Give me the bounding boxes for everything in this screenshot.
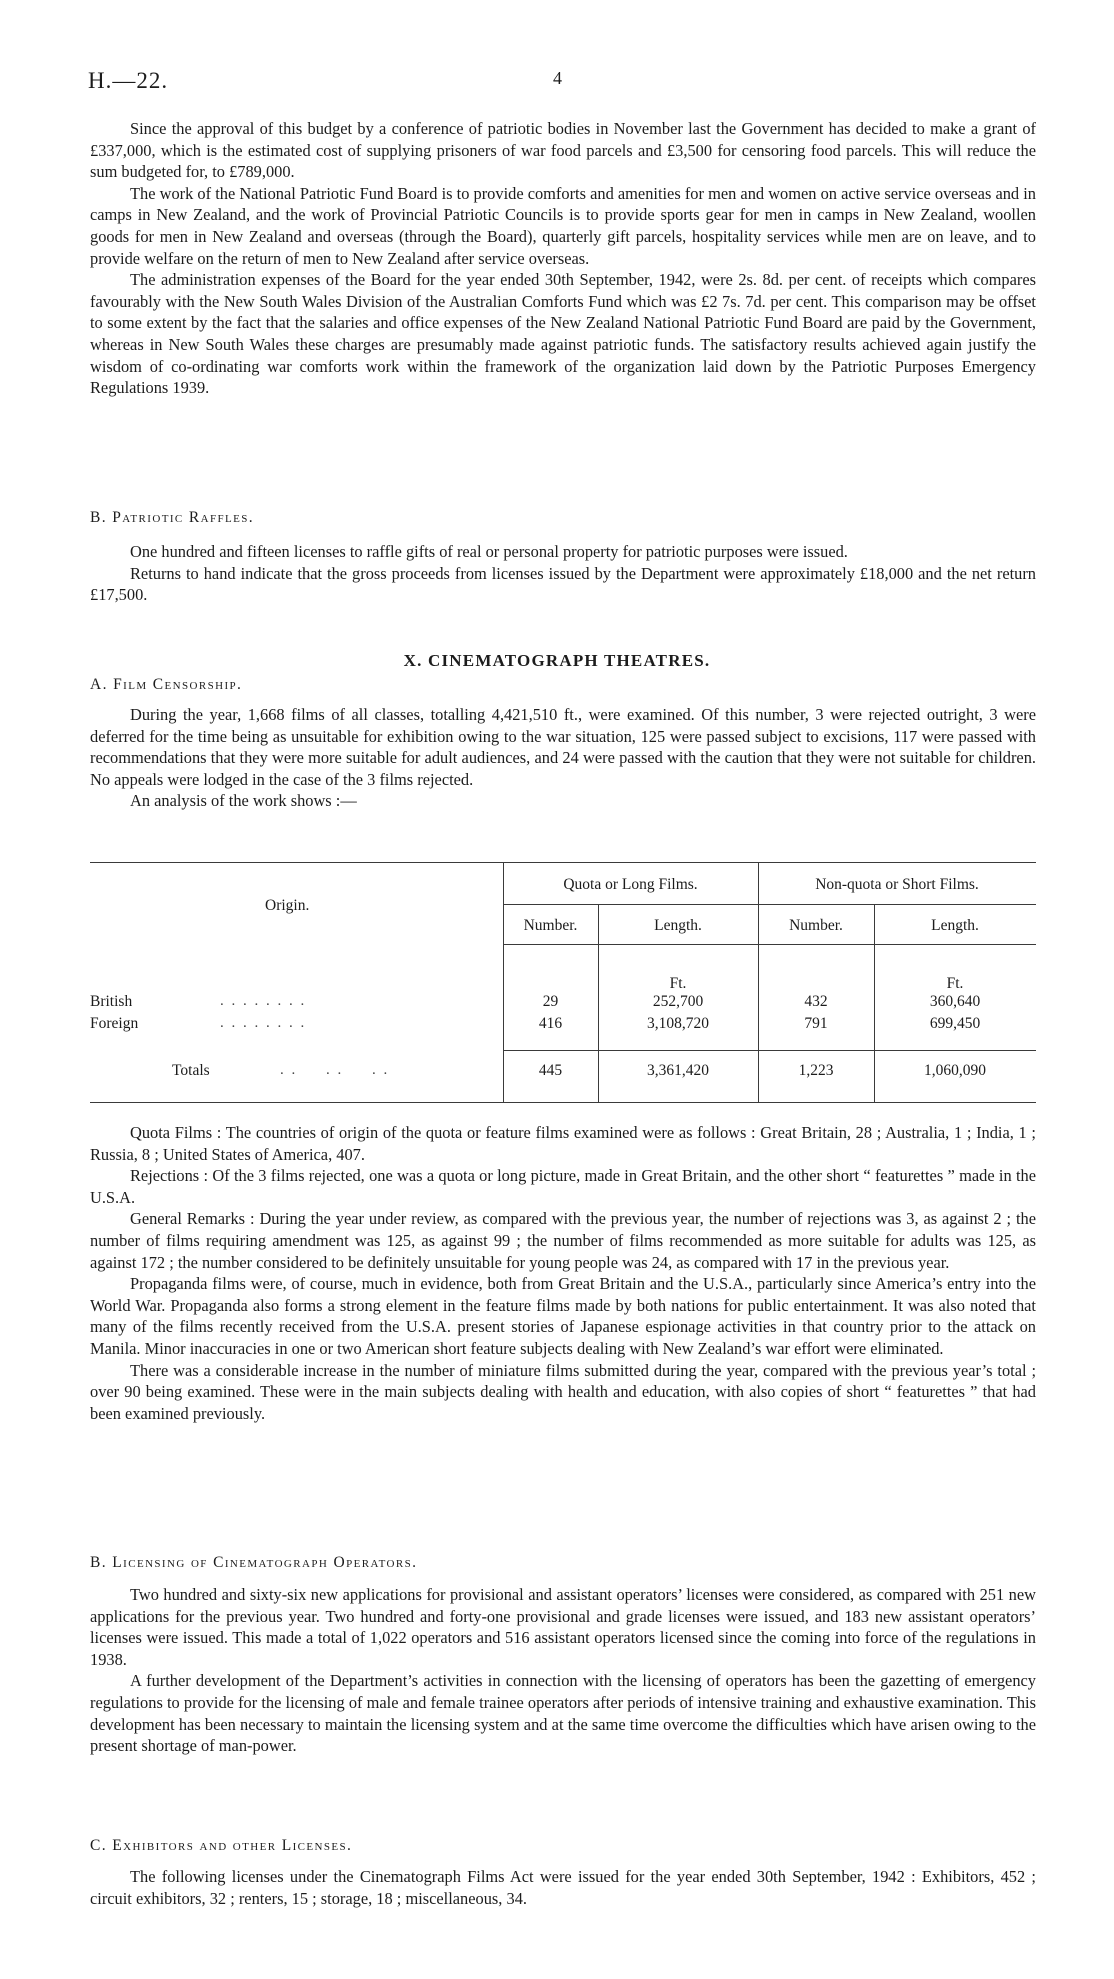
paragraph: Rejections : Of the 3 films rejected, one was a quota or long picture, made in Great Britain, and the other short “ featurettes ” made in the U.S.A.: [90, 1166, 1036, 1207]
british-quota-number: 29: [542, 993, 559, 1010]
foreign-nonquota-number: 791: [804, 1015, 828, 1032]
totals-quota-number: 445: [538, 1062, 563, 1079]
quota-number-header: Number.: [523, 917, 578, 934]
origin-header: Origin.: [265, 897, 310, 914]
row-origin-british: British: [90, 993, 133, 1010]
analysis-block: [90, 1122, 1036, 1424]
nonquota-group-header: Non-quota or Short Films.: [815, 876, 979, 893]
nonquota-number-header: Number.: [789, 917, 843, 934]
nonquota-length-unit: Ft.: [946, 975, 964, 992]
subheading-censorship: A. Film Censorship.: [90, 676, 243, 693]
foreign-nonquota-length: 699,450: [929, 1015, 981, 1032]
paragraph: The following licenses under the Cinematograph Films Act were issued for the year ended 30th September, 1942 : Exhibitors, 452 ; circuit exhibitors, 32 ; renters, 15 ; storage, 18 ; miscellaneous, 34.: [90, 1867, 1036, 1908]
paragraph: Quota Films : The countries of origin of the quota or feature films examined were as follows : Great Britain, 28 ; Australia, 1 ; India, 1 ; Russia, 8 ; United States of America, 407.: [90, 1123, 1036, 1164]
censorship-block: [90, 704, 1036, 812]
paragraph: Propaganda films were, of course, much in evidence, both from Great Britain and the U.S.A., particularly since America’s entry into the World War. Propaganda also forms a strong element in the feature films made by both nations for public entertainment. It was also noted that many of the films recently received from the U.S.A. present stories of Japanese espionage activities in that country prior to the attack on Manila. Minor inaccuracies in one or two American short feature subjects dealing with New Zealand’s war effort were eliminated.: [90, 1274, 1036, 1358]
paragraph: The work of the National Patriotic Fund Board is to provide comforts and amenities for men and women on active service overseas and in camps in New Zealand, and the work of Provincial Patriotic Councils is to provide sports gear for men in camps in New Zealand, woollen goods for men in New Zealand and overseas (through the Board), quarterly gift parcels, hospitality services while men are on leave, and to provide welfare on the return of men to New Zealand after service overseas.: [90, 183, 1036, 268]
paragraph: The administration expenses of the Board for the year ended 30th September, 1942, were 2s. 8d. per cent. of receipts which compares favourably with the New South Wales Division of the Australian Comforts Fund which was £2 7s. 7d. per cent. This comparison may be offset to some extent by the fact that the salaries and office expenses of the New Zealand National Patriotic Fund Board are paid by the Government, whereas in New South Wales these charges are presumably made against patriotic funds. The satisfactory results achieved again justify the wisdom of co-ordinating war comforts work within the framework of the organization laid down by the Patriotic Purposes Emergency Regulations 1939.: [90, 270, 1036, 398]
paragraph: An analysis of the work shows :—: [130, 791, 357, 811]
subheading-raffles: B. Patriotic Raffles.: [90, 509, 255, 526]
british-nonquota-number: 432: [804, 993, 828, 1010]
totals-label: Totals: [172, 1062, 210, 1079]
paragraph: There was a considerable increase in the number of miniature films submitted during the year, compared with the previous year’s total ; over 90 being examined. These were in the main subjects dealing with health and education, with also copies of short “ featurettes ” that had been examined previously.: [90, 1360, 1036, 1423]
film-analysis-table: [90, 862, 1036, 1102]
foreign-quota-length: 3,108,720: [647, 1015, 709, 1032]
report-code: H.—22.: [88, 68, 169, 93]
paragraph: During the year, 1,668 films of all classes, totalling 4,421,510 ft., were examined. Of this number, 3 were rejected outright, 3 were deferred for the time being as unsuitable for exhibition owing to the war situation, 125 were passed subject to excisions, 117 were passed with recommendations that they were more suitable for adult audiences, and 24 were passed with the caution that they were not suitable for children. No appeals were lodged in the case of the 3 films rejected.: [90, 705, 1036, 789]
foreign-quota-number: 416: [538, 1015, 563, 1032]
paragraph: General Remarks : During the year under review, as compared with the previous year, the number of rejections was 3, as against 2 ; the number of films requiring amendment was 125, as against 99 ; the number of films recommended as more suitable for adults was 125, as against 172 ; the number considered to be definitely unsuitable for young people was 24, as compared with 17 in the previous year.: [90, 1209, 1036, 1272]
leader-dots: . . . . . .: [280, 1062, 390, 1078]
operators-block: [90, 1584, 1036, 1757]
leader-dots: . . . . . . . .: [220, 1015, 307, 1031]
quota-length-unit: Ft.: [669, 975, 687, 992]
subheading-operators: B. Licensing of Cinematograph Operators.: [90, 1554, 418, 1571]
paragraph: A further development of the Department’s activities in connection with the licensing of operators has been the gazetting of emergency regulations to provide for the licensing of male and female trainee operators after periods of intensive training and exhaustive examination. This development has been necessary to maintain the licensing system and at the same time overcome the difficulties which have arisen owing to the present shortage of man-power.: [90, 1671, 1036, 1756]
totals-nonquota-number: 1,223: [798, 1062, 834, 1079]
quota-length-header: Length.: [654, 917, 702, 934]
nonquota-length-header: Length.: [931, 917, 979, 934]
leader-dots: . . . . . . . .: [220, 993, 307, 1009]
section-title: X. CINEMATOGRAPH THEATRES.: [403, 651, 711, 670]
british-quota-length: 252,700: [652, 993, 704, 1010]
row-origin-foreign: Foreign: [90, 1015, 139, 1032]
intro-block: [90, 118, 1036, 399]
british-nonquota-length: 360,640: [929, 993, 981, 1010]
page-number: 4: [553, 68, 562, 88]
totals-quota-length: 3,361,420: [647, 1062, 709, 1079]
paragraph: One hundred and fifteen licenses to raffle gifts of real or personal property for patriotic purposes were issued.: [130, 542, 848, 561]
paragraph: Returns to hand indicate that the gross proceeds from licenses issued by the Department were approximately £18,000 and the net return £17,500.: [90, 563, 1036, 605]
subheading-exhibitors: C. Exhibitors and other Licenses.: [90, 1837, 353, 1854]
quota-group-header: Quota or Long Films.: [563, 876, 698, 893]
totals-nonquota-length: 1,060,090: [924, 1062, 986, 1079]
exhibitors-block: [90, 1866, 1036, 1909]
paragraph: Two hundred and sixty-six new applications for provisional and assistant operators’ licenses were considered, as compared with 251 new applications for the previous year. Two hundred and forty-one provisional and grade licenses were issued, and 183 new assistant operators’ licenses were issued. This made a total of 1,022 operators and 516 assistant operators licensed since the coming into force of the regulations in 1938.: [90, 1585, 1036, 1669]
raffles-block: [90, 541, 1036, 606]
paragraph: Since the approval of this budget by a conference of patriotic bodies in November last the Government has decided to make a grant of £337,000, which is the estimated cost of supplying prisoners of war food parcels and £3,500 for censoring food parcels. This will reduce the sum budgeted for, to £789,000.: [90, 119, 1036, 182]
